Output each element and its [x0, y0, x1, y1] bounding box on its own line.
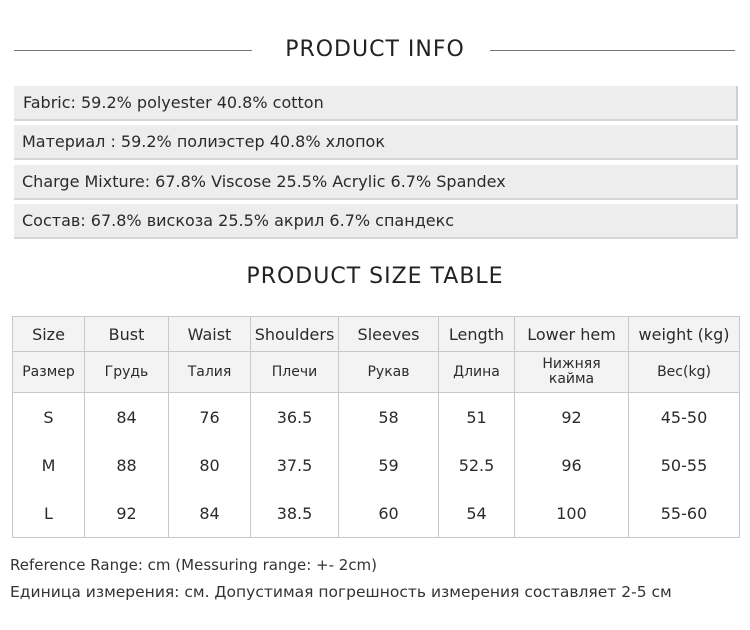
measurement-note-ru: Единица измерения: см. Допустимая погрешность измерения составляет 2-5 см	[10, 583, 672, 601]
header-cell: Sleeves	[339, 317, 439, 352]
table-cell: 96	[515, 441, 629, 489]
size-table-header-row-ru	[13, 352, 740, 393]
table-cell: 92	[515, 393, 629, 442]
table-cell: 59	[339, 441, 439, 489]
header-cell-ru: Длина	[439, 352, 515, 393]
size-table-title: PRODUCT SIZE TABLE	[246, 264, 504, 289]
heading-divider-right	[490, 50, 735, 51]
table-cell: 51	[439, 393, 515, 442]
table-cell: 52.5	[439, 441, 515, 489]
header-cell-ru: Вес(kg)	[629, 352, 740, 393]
info-row-fabric: Fabric: 59.2% polyester 40.8% cotton	[14, 86, 738, 121]
size-cell: S	[13, 393, 85, 442]
table-cell: 45-50	[629, 393, 740, 442]
info-row-charge-mixture: Charge Mixture: 67.8% Viscose 25.5% Acrylic 6.7% Spandex	[14, 165, 738, 200]
table-row	[13, 489, 740, 538]
header-cell: Size	[13, 317, 85, 352]
header-cell: Bust	[85, 317, 169, 352]
table-cell: 80	[169, 441, 251, 489]
header-cell-ru: Рукав	[339, 352, 439, 393]
table-cell: 55-60	[629, 489, 740, 538]
size-table	[12, 316, 740, 538]
table-cell: 100	[515, 489, 629, 538]
table-cell: 88	[85, 441, 169, 489]
header-cell-ru: Плечи	[251, 352, 339, 393]
header-cell-ru: Размер	[13, 352, 85, 393]
header-cell: Shoulders	[251, 317, 339, 352]
table-row	[13, 393, 740, 442]
table-cell: 58	[339, 393, 439, 442]
table-cell: 50-55	[629, 441, 740, 489]
header-cell: Waist	[169, 317, 251, 352]
header-cell-ru: Нижняя кайма	[515, 352, 629, 393]
reference-range-note: Reference Range: cm (Messuring range: +- 2cm)	[10, 556, 378, 574]
table-cell: 84	[169, 489, 251, 538]
table-cell: 76	[169, 393, 251, 442]
table-cell: 84	[85, 393, 169, 442]
header-cell: weight (kg)	[629, 317, 740, 352]
table-cell: 92	[85, 489, 169, 538]
table-cell: 37.5	[251, 441, 339, 489]
table-cell: 36.5	[251, 393, 339, 442]
header-cell-ru: Грудь	[85, 352, 169, 393]
info-row-composition-ru: Состав: 67.8% вискоза 25.5% акрил 6.7% спандекс	[14, 204, 738, 239]
header-cell-ru: Талия	[169, 352, 251, 393]
header-cell: Length	[439, 317, 515, 352]
size-cell: M	[13, 441, 85, 489]
size-cell: L	[13, 489, 85, 538]
table-cell: 38.5	[251, 489, 339, 538]
size-table-header-row	[13, 317, 740, 352]
info-row-material-ru: Материал : 59.2% полиэстер 40.8% хлопок	[14, 125, 738, 160]
table-row	[13, 441, 740, 489]
header-cell: Lower hem	[515, 317, 629, 352]
table-cell: 54	[439, 489, 515, 538]
table-cell: 60	[339, 489, 439, 538]
product-info-title: PRODUCT INFO	[285, 37, 465, 62]
